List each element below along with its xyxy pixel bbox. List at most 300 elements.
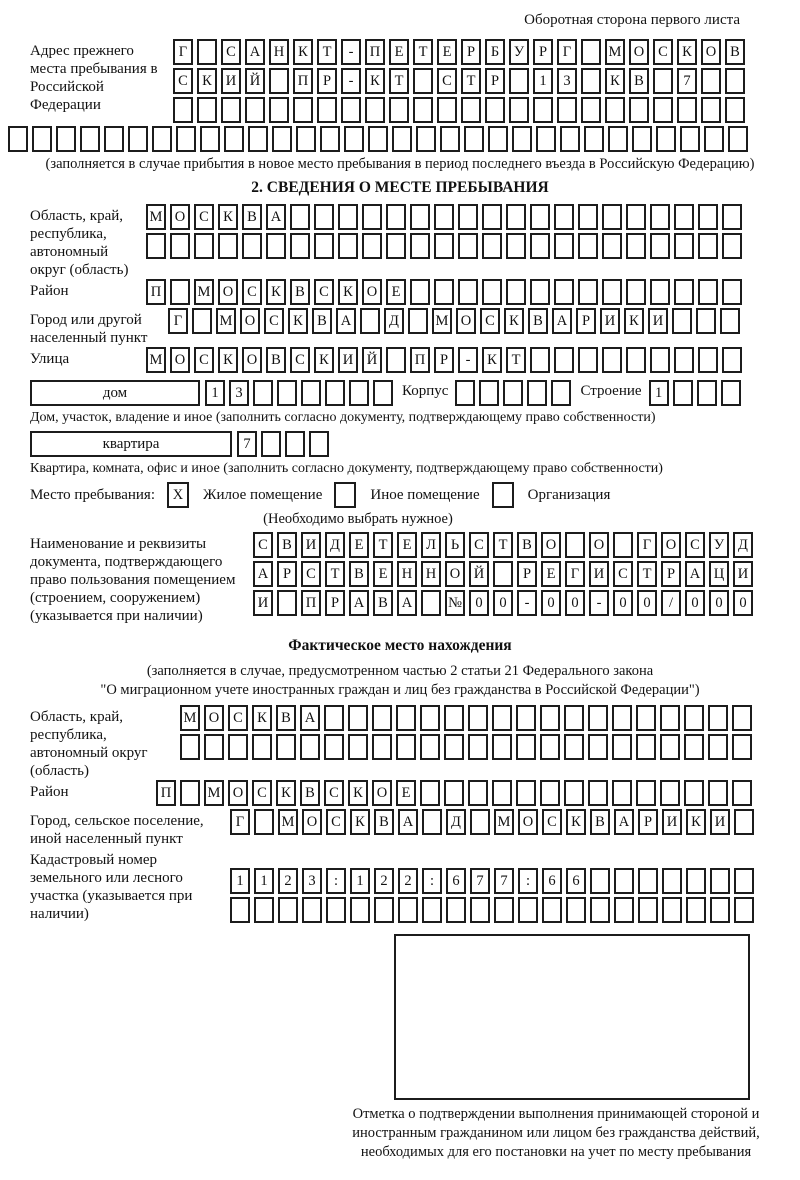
- form-cell: [285, 431, 305, 457]
- form-cell: [602, 233, 622, 259]
- organization-checkbox: [492, 482, 514, 508]
- form-cell: М: [194, 279, 214, 305]
- form-cell: [551, 380, 571, 406]
- form-cell: О: [701, 39, 721, 65]
- form-cell: [536, 126, 556, 152]
- form-cell: -: [517, 590, 537, 616]
- form-cell: [325, 380, 345, 406]
- apartment-type-box: квартира: [30, 431, 232, 457]
- form-cell: [372, 705, 392, 731]
- form-cell: 0: [733, 590, 753, 616]
- form-cell: [721, 380, 741, 406]
- form-cell: [554, 204, 574, 230]
- form-cell: [362, 204, 382, 230]
- form-cell: Ц: [709, 561, 729, 587]
- form-cell: В: [266, 347, 286, 373]
- form-cell: [506, 233, 526, 259]
- form-cell: [492, 705, 512, 731]
- form-cell: О: [170, 347, 190, 373]
- form-cell: [254, 809, 274, 835]
- form-cell: Е: [386, 279, 406, 305]
- form-cell: [722, 347, 742, 373]
- form-cell: С: [653, 39, 673, 65]
- form-cell: Д: [733, 532, 753, 558]
- other-premises-option-label: Иное помещение: [370, 486, 480, 503]
- form-cell: С: [326, 809, 346, 835]
- form-cell: К: [293, 39, 313, 65]
- form-cell: [204, 734, 224, 760]
- form-cell: О: [362, 279, 382, 305]
- form-cell: О: [242, 347, 262, 373]
- form-cell: №: [445, 590, 465, 616]
- form-cell: [350, 897, 370, 923]
- form-cell: [698, 233, 718, 259]
- form-cell: [276, 734, 296, 760]
- form-cell: [636, 780, 656, 806]
- form-cell: [581, 97, 601, 123]
- form-cell: [146, 233, 166, 259]
- form-cell: [674, 279, 694, 305]
- form-cell: К: [252, 705, 272, 731]
- form-cell: [221, 97, 241, 123]
- form-cell: Р: [461, 39, 481, 65]
- form-cell: [518, 897, 538, 923]
- form-cell: -: [458, 347, 478, 373]
- form-cell: [420, 780, 440, 806]
- form-cell: [626, 279, 646, 305]
- form-cell: [612, 780, 632, 806]
- form-cell: [374, 897, 394, 923]
- prev-address-label: Адрес прежнего места пребывания в Российской Федерации: [30, 43, 158, 113]
- form-cell: [301, 380, 321, 406]
- form-cell: И: [589, 561, 609, 587]
- form-cell: [224, 126, 244, 152]
- form-cell: 6: [542, 868, 562, 894]
- cadastral-field: [8, 848, 792, 926]
- form-cell: [557, 97, 577, 123]
- form-cell: В: [242, 204, 262, 230]
- form-cell: [197, 39, 217, 65]
- form-cell: [470, 897, 490, 923]
- form-cell: [197, 97, 217, 123]
- form-cell: [674, 347, 694, 373]
- apartment-number-row: [237, 431, 333, 457]
- form-cell: В: [517, 532, 537, 558]
- form-cell: [253, 380, 273, 406]
- form-cell: [272, 126, 292, 152]
- form-cell: -: [341, 68, 361, 94]
- form-cell: У: [509, 39, 529, 65]
- form-cell: Й: [245, 68, 265, 94]
- form-cell: 3: [557, 68, 577, 94]
- form-cell: [638, 868, 658, 894]
- section2-title: 2. СВЕДЕНИЯ О МЕСТЕ ПРЕБЫВАНИЯ: [251, 179, 549, 196]
- form-cell: [344, 126, 364, 152]
- form-cell: [542, 897, 562, 923]
- form-cell: С: [542, 809, 562, 835]
- form-cell: [686, 868, 706, 894]
- fact-city-label: Город, сельское поселение, иной населенный пункт: [30, 813, 204, 847]
- stroenie-row: [649, 380, 745, 406]
- stay-type-label: Место пребывания:: [30, 486, 155, 503]
- form-cell: [173, 97, 193, 123]
- form-cell: Т: [637, 561, 657, 587]
- form-cell: [252, 734, 272, 760]
- form-cell: [468, 734, 488, 760]
- form-cell: [564, 780, 584, 806]
- form-cell: [509, 97, 529, 123]
- form-cell: С: [221, 39, 241, 65]
- form-cell: [416, 126, 436, 152]
- form-cell: 0: [541, 590, 561, 616]
- form-cell: К: [686, 809, 706, 835]
- form-cell: [458, 233, 478, 259]
- form-cell: [506, 204, 526, 230]
- form-cell: В: [277, 532, 297, 558]
- form-cell: О: [218, 279, 238, 305]
- form-cell: А: [245, 39, 265, 65]
- organization-option-label: Организация: [527, 486, 611, 503]
- form-cell: [656, 126, 676, 152]
- form-cell: А: [266, 204, 286, 230]
- form-cell: К: [276, 780, 296, 806]
- form-cell: И: [253, 590, 273, 616]
- house-number-row: [205, 380, 397, 406]
- form-cell: Г: [173, 39, 193, 65]
- form-cell: [349, 380, 369, 406]
- form-cell: [386, 204, 406, 230]
- form-cell: [455, 380, 475, 406]
- form-cell: Н: [397, 561, 417, 587]
- form-cell: С: [242, 279, 262, 305]
- form-cell: [386, 347, 406, 373]
- form-cell: К: [338, 279, 358, 305]
- form-cell: [269, 97, 289, 123]
- form-cell: Т: [373, 532, 393, 558]
- form-cell: [708, 705, 728, 731]
- form-cell: М: [278, 809, 298, 835]
- form-cell: [413, 68, 433, 94]
- form-cell: И: [600, 308, 620, 334]
- form-cell: К: [605, 68, 625, 94]
- form-cell: [410, 279, 430, 305]
- form-cell: К: [314, 347, 334, 373]
- form-cell: Е: [389, 39, 409, 65]
- apartment-field: [8, 431, 792, 457]
- form-cell: [410, 204, 430, 230]
- form-cell: 0: [613, 590, 633, 616]
- form-cell: [300, 734, 320, 760]
- form-cell: [554, 347, 574, 373]
- form-cell: Е: [437, 39, 457, 65]
- form-cell: [584, 126, 604, 152]
- form-cell: [365, 97, 385, 123]
- form-cell: [290, 233, 310, 259]
- form-cell: [516, 705, 536, 731]
- stay-type-field: [30, 482, 792, 508]
- form-cell: Р: [325, 590, 345, 616]
- form-cell: [324, 734, 344, 760]
- form-cell: О: [302, 809, 322, 835]
- form-cell: [588, 734, 608, 760]
- house-caption: Дом, участок, владение и иное (заполнить согласно документу, подтверждающему право собственности): [30, 410, 656, 425]
- form-cell: И: [648, 308, 668, 334]
- form-cell: [482, 279, 502, 305]
- form-cell: Р: [661, 561, 681, 587]
- form-cell: [290, 204, 310, 230]
- document-label: Наименование и реквизиты документа, подтверждающего право пользования помещением (строением, сооружением) (указывается при наличии): [30, 536, 236, 624]
- form-cell: А: [349, 590, 369, 616]
- form-cell: [341, 97, 361, 123]
- stay-type-note: (Необходимо выбрать нужное): [263, 511, 453, 527]
- form-cell: -: [341, 39, 361, 65]
- document-row-3: [253, 590, 757, 616]
- form-cell: А: [300, 705, 320, 731]
- apartment-caption: Квартира, комната, офис и иное (заполнить согласно документу, подтверждающему право собственности): [30, 461, 663, 476]
- form-cell: [588, 705, 608, 731]
- form-cell: [734, 809, 754, 835]
- form-cell: О: [170, 204, 190, 230]
- form-cell: [516, 780, 536, 806]
- form-cell: М: [146, 204, 166, 230]
- form-cell: С: [685, 532, 705, 558]
- form-cell: [684, 705, 704, 731]
- s2-region-grid: [146, 204, 746, 262]
- form-cell: П: [156, 780, 176, 806]
- form-cell: [540, 705, 560, 731]
- form-cell: А: [552, 308, 572, 334]
- form-cell: [725, 68, 745, 94]
- form-cell: Р: [638, 809, 658, 835]
- form-cell: Р: [434, 347, 454, 373]
- form-cell: 1: [350, 868, 370, 894]
- form-cell: [309, 431, 329, 457]
- form-cell: 1: [230, 868, 250, 894]
- s2-region-field: [8, 204, 792, 279]
- form-cell: [362, 233, 382, 259]
- form-cell: Р: [533, 39, 553, 65]
- fact-region-field: [8, 705, 792, 780]
- form-cell: [248, 126, 268, 152]
- form-cell: [410, 233, 430, 259]
- form-cell: [602, 347, 622, 373]
- form-cell: [684, 734, 704, 760]
- s2-region-row-2: [146, 233, 746, 259]
- form-cell: Г: [637, 532, 657, 558]
- form-cell: [444, 734, 464, 760]
- s2-region-row-1: [146, 204, 746, 230]
- form-cell: [302, 897, 322, 923]
- fact-region-row-2: [180, 734, 756, 760]
- form-cell: 0: [565, 590, 585, 616]
- form-cell: [396, 705, 416, 731]
- form-cell: [626, 347, 646, 373]
- form-cell: Н: [269, 39, 289, 65]
- form-cell: 7: [237, 431, 257, 457]
- form-cell: [566, 897, 586, 923]
- form-cell: [680, 126, 700, 152]
- form-cell: У: [709, 532, 729, 558]
- form-cell: [612, 734, 632, 760]
- form-cell: К: [288, 308, 308, 334]
- form-cell: Ь: [445, 532, 465, 558]
- form-cell: [564, 734, 584, 760]
- form-cell: А: [614, 809, 634, 835]
- s2-city-field: [8, 308, 792, 347]
- form-cell: 1: [254, 868, 274, 894]
- form-cell: [296, 126, 316, 152]
- form-cell: [701, 97, 721, 123]
- form-cell: [516, 734, 536, 760]
- form-cell: С: [252, 780, 272, 806]
- form-cell: К: [350, 809, 370, 835]
- form-cell: [708, 734, 728, 760]
- form-cell: 7: [494, 868, 514, 894]
- confirmation-stamp-caption: Отметка о подтверждении выполнения принимающей стороной и иностранным гражданином или лицом без гражданства действий, необходимых для его постановки на учет по месту пребывания: [352, 1106, 760, 1160]
- form-cell: К: [677, 39, 697, 65]
- form-cell: Т: [493, 532, 513, 558]
- s2-district-field: [8, 279, 792, 308]
- form-cell: А: [685, 561, 705, 587]
- form-cell: [278, 897, 298, 923]
- form-cell: О: [456, 308, 476, 334]
- form-cell: :: [422, 868, 442, 894]
- form-cell: Г: [230, 809, 250, 835]
- form-cell: [725, 97, 745, 123]
- form-cell: [420, 705, 440, 731]
- form-cell: [444, 705, 464, 731]
- form-cell: И: [338, 347, 358, 373]
- form-cell: [437, 97, 457, 123]
- form-cell: [708, 780, 728, 806]
- form-cell: [540, 780, 560, 806]
- form-cell: 3: [229, 380, 249, 406]
- form-cell: Д: [384, 308, 404, 334]
- form-cell: [338, 233, 358, 259]
- form-cell: И: [221, 68, 241, 94]
- form-cell: [389, 97, 409, 123]
- form-cell: Т: [317, 39, 337, 65]
- form-cell: П: [146, 279, 166, 305]
- form-cell: К: [482, 347, 502, 373]
- form-cell: [479, 380, 499, 406]
- form-cell: В: [290, 279, 310, 305]
- form-cell: [254, 897, 274, 923]
- form-cell: [200, 126, 220, 152]
- form-cell: К: [266, 279, 286, 305]
- form-cell: [540, 734, 560, 760]
- other-premises-checkbox: [334, 482, 356, 508]
- form-cell: [509, 68, 529, 94]
- form-cell: [180, 734, 200, 760]
- form-cell: [650, 279, 670, 305]
- form-cell: [722, 279, 742, 305]
- form-cell: [653, 68, 673, 94]
- form-cell: В: [373, 590, 393, 616]
- s2-street-label: Улица: [30, 351, 70, 367]
- form-cell: Г: [565, 561, 585, 587]
- form-cell: [698, 279, 718, 305]
- form-cell: [152, 126, 172, 152]
- form-cell: С: [194, 204, 214, 230]
- form-cell: Г: [557, 39, 577, 65]
- form-cell: В: [528, 308, 548, 334]
- form-cell: [554, 279, 574, 305]
- form-cell: О: [541, 532, 561, 558]
- document-grid: [253, 532, 757, 619]
- form-cell: 1: [649, 380, 669, 406]
- form-cell: Д: [325, 532, 345, 558]
- form-cell: 3: [302, 868, 322, 894]
- form-cell: [560, 126, 580, 152]
- form-cell: И: [710, 809, 730, 835]
- document-row-1: [253, 532, 757, 558]
- form-cell: [242, 233, 262, 259]
- form-cell: Р: [576, 308, 596, 334]
- form-cell: [245, 97, 265, 123]
- form-cell: [697, 380, 717, 406]
- prev-address-note: (заполняется в случае прибытия в новое место пребывания в период последнего въезда в Российскую Федерацию): [45, 156, 755, 172]
- form-cell: [608, 126, 628, 152]
- form-cell: К: [218, 347, 238, 373]
- form-cell: О: [629, 39, 649, 65]
- fact-district-label: Район: [30, 784, 69, 800]
- form-cell: Т: [506, 347, 526, 373]
- form-cell: [80, 126, 100, 152]
- form-cell: [696, 308, 716, 334]
- form-cell: [314, 233, 334, 259]
- form-cell: [368, 126, 388, 152]
- form-cell: [314, 204, 334, 230]
- form-cell: [261, 431, 281, 457]
- form-cell: [638, 897, 658, 923]
- form-cell: 0: [493, 590, 513, 616]
- form-cell: [614, 897, 634, 923]
- form-cell: П: [301, 590, 321, 616]
- form-cell: [422, 809, 442, 835]
- form-cell: [506, 279, 526, 305]
- form-cell: [704, 126, 724, 152]
- form-cell: [444, 780, 464, 806]
- form-cell: [734, 897, 754, 923]
- form-cell: [636, 734, 656, 760]
- s2-street-field: [8, 347, 792, 376]
- form-cell: [434, 204, 454, 230]
- form-cell: [530, 347, 550, 373]
- fact-region-label: Область, край, республика, автономный округ (область): [30, 709, 148, 779]
- form-cell: [317, 97, 337, 123]
- form-cell: 7: [677, 68, 697, 94]
- form-cell: [420, 734, 440, 760]
- form-cell: С: [314, 279, 334, 305]
- form-cell: К: [504, 308, 524, 334]
- form-cell: [468, 705, 488, 731]
- form-cell: К: [624, 308, 644, 334]
- korpus-row: [455, 380, 575, 406]
- form-cell: А: [336, 308, 356, 334]
- form-cell: [527, 380, 547, 406]
- form-cell: В: [374, 809, 394, 835]
- form-cell: [636, 705, 656, 731]
- fact-city-field: [8, 809, 792, 848]
- form-cell: [192, 308, 212, 334]
- s2-city-label: Город или другой населенный пункт: [30, 312, 148, 346]
- prev-address-row-1: [173, 39, 749, 65]
- form-cell: [8, 126, 28, 152]
- form-cell: [194, 233, 214, 259]
- s2-district-row: [146, 279, 746, 305]
- form-cell: О: [661, 532, 681, 558]
